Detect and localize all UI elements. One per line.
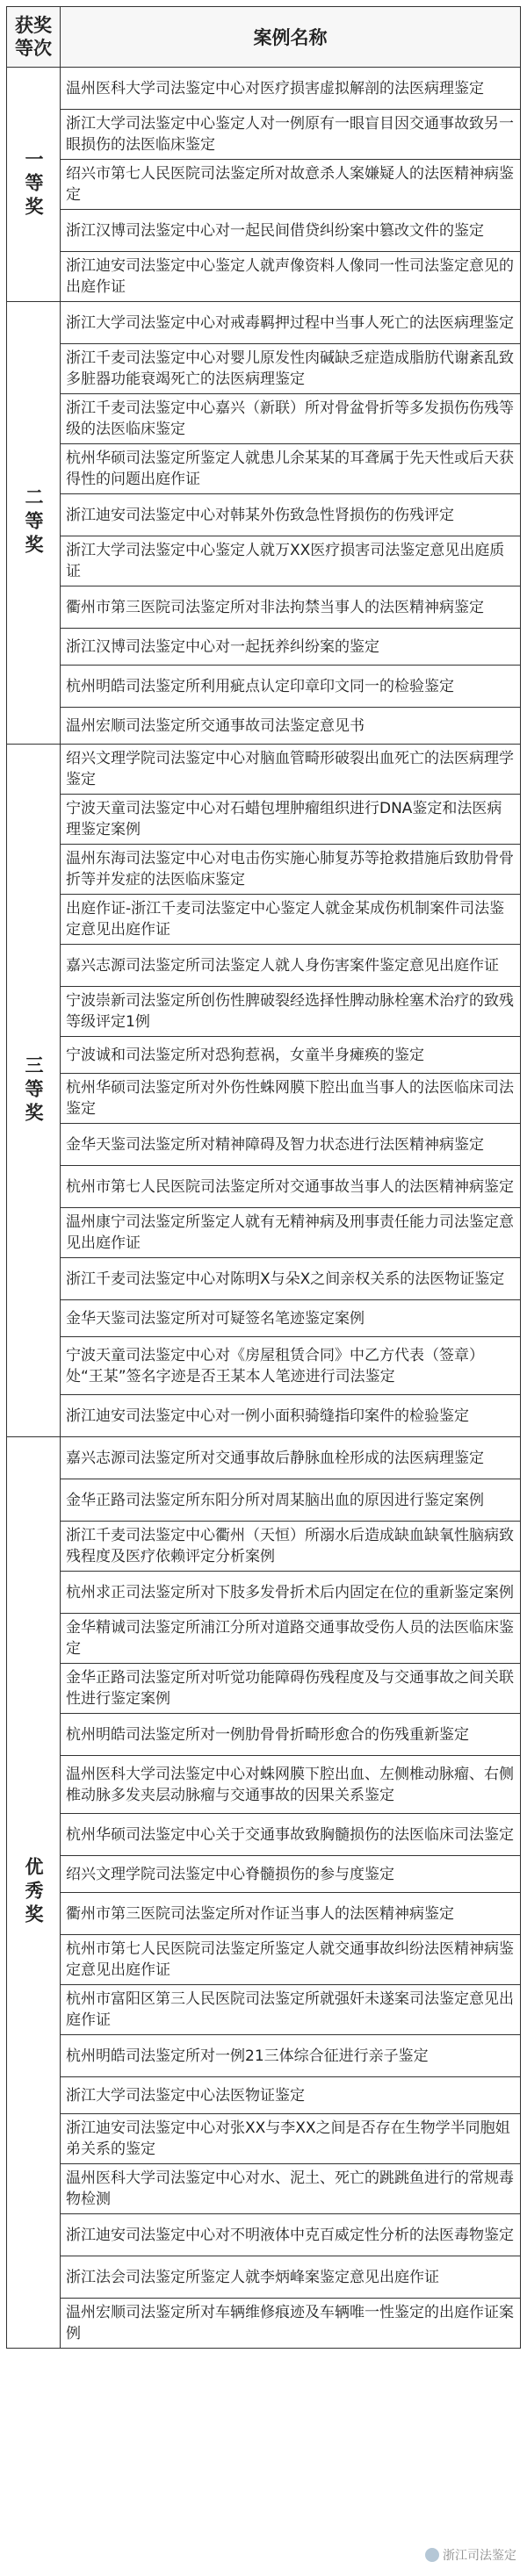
case-name-cell: 绍兴文理学院司法鉴定中心脊髓损伤的参与度鉴定 (61, 1856, 521, 1893)
case-name-cell: 杭州明皓司法鉴定所对一例肋骨骨折畸形愈合的伤残重新鉴定 (61, 1714, 521, 1756)
case-name-cell: 杭州市第七人民医院司法鉴定所对交通事故当事人的法医精神病鉴定 (61, 1166, 521, 1208)
table-row (7, 1664, 521, 1714)
case-name-cell: 宁波崇新司法鉴定所创伤性脾破裂经选择性脾动脉栓塞术治疗的致残等级评定1例 (61, 987, 521, 1037)
case-name-cell: 温州医科大学司法鉴定中心对蛛网膜下腔出血、左侧椎动脉瘤、右侧椎动脉多发夹层动脉瘤与交通事故的因果关系鉴定 (61, 1756, 521, 1814)
table-row (7, 394, 521, 444)
case-name-cell: 浙江大学司法鉴定中心对戒毒羁押过程中当事人死亡的法医病理鉴定 (61, 302, 521, 344)
table-row (7, 745, 521, 795)
case-name-cell: 衢州市第三医院司法鉴定所对作证当事人的法医精神病鉴定 (61, 1893, 521, 1935)
table-row (7, 160, 521, 210)
award-level-cell: 优秀奖 (7, 1437, 61, 2349)
case-name-cell: 金华正路司法鉴定所东阳分所对周某脑出血的原因进行鉴定案例 (61, 1479, 521, 1522)
table-row (7, 1814, 521, 1856)
case-name-cell: 浙江大学司法鉴定中心鉴定人对一例原有一眼盲目因交通事故致另一眼损伤的法医临床鉴定 (61, 110, 521, 160)
case-name-cell: 绍兴市第七人民医院司法鉴定所对故意杀人案嫌疑人的法医精神病鉴定 (61, 160, 521, 210)
case-name-cell: 浙江迪安司法鉴定中心对一例小面积骑缝指印案件的检验鉴定 (61, 1395, 521, 1437)
table-row (7, 1437, 521, 1479)
case-name-cell: 温州医科大学司法鉴定中心对医疗损害虚拟解剖的法医病理鉴定 (61, 68, 521, 110)
table-row (7, 252, 521, 302)
case-name-cell: 金华天鉴司法鉴定所对精神障碍及智力状态进行法医精神病鉴定 (61, 1124, 521, 1166)
case-name-cell: 嘉兴志源司法鉴定所对交通事故后静脉血栓形成的法医病理鉴定 (61, 1437, 521, 1479)
case-name-cell: 温州宏顺司法鉴定所对车辆维修痕迹及车辆唯一性鉴定的出庭作证案例 (61, 2299, 521, 2349)
table-row (7, 110, 521, 160)
case-name-cell: 浙江法会司法鉴定所鉴定人就李炳峰案鉴定意见出庭作证 (61, 2256, 521, 2299)
watermark (425, 2546, 516, 2564)
table-row (7, 1756, 521, 1814)
case-name-cell: 浙江大学司法鉴定中心鉴定人就万XX医疗损害司法鉴定意见出庭质证 (61, 536, 521, 586)
case-name-cell: 出庭作证-浙江千麦司法鉴定中心鉴定人就金某成伤机制案件司法鉴定意见出庭作证 (61, 895, 521, 945)
table-row (7, 1395, 521, 1437)
case-name-cell: 杭州华硕司法鉴定所鉴定人就患儿余某某的耳聋属于先天性或后天获得性的问题出庭作证 (61, 444, 521, 494)
table-row (7, 1258, 521, 1300)
table-row (7, 444, 521, 494)
table-row (7, 2035, 521, 2077)
case-name-cell: 浙江汉博司法鉴定中心对一起抚养纠纷案的鉴定 (61, 629, 521, 666)
case-name-cell: 金华正路司法鉴定所对听觉功能障碍伤残程度及与交通事故之间关联性进行鉴定案例 (61, 1664, 521, 1714)
case-name-cell: 宁波诚和司法鉴定所对恐狗惹祸，女童半身瘫痪的鉴定 (61, 1037, 521, 1074)
case-name-cell: 宁波天童司法鉴定中心对《房屋租赁合同》中乙方代表（签章）处“王某”签名字迹是否王某本人笔迹进行司法鉴定 (61, 1337, 521, 1395)
table-row (7, 1074, 521, 1124)
case-name-cell: 杭州市富阳区第三人民医院司法鉴定所就强奸未遂案司法鉴定意见出庭作证 (61, 1985, 521, 2035)
case-name-cell: 绍兴文理学院司法鉴定中心对脑血管畸形破裂出血死亡的法医病理学鉴定 (61, 745, 521, 795)
case-name-cell: 浙江千麦司法鉴定中心对陈明X与朵X之间亲权关系的法医物证鉴定 (61, 1258, 521, 1300)
table-row (7, 68, 521, 110)
table-row (7, 210, 521, 252)
case-name-cell: 杭州明皓司法鉴定所对一例21三体综合征进行亲子鉴定 (61, 2035, 521, 2077)
table-row (7, 494, 521, 536)
table-row (7, 1037, 521, 1074)
table-row (7, 2299, 521, 2349)
table-row (7, 2214, 521, 2256)
wechat-logo-icon (425, 2548, 439, 2562)
case-name-cell: 杭州华硕司法鉴定中心关于交通事故致胸髓损伤的法医临床司法鉴定 (61, 1814, 521, 1856)
table-row (7, 2077, 521, 2114)
table-row (7, 2256, 521, 2299)
case-name-cell: 温州医科大学司法鉴定中心对水、泥土、死亡的跳跳鱼进行的常规毒物检测 (61, 2164, 521, 2214)
watermark-text: 浙江司法鉴定 (443, 2549, 516, 2563)
header-case-name: 案例名称 (61, 7, 521, 68)
table-row (7, 344, 521, 394)
table-row (7, 1572, 521, 1614)
case-name-cell: 温州康宁司法鉴定所鉴定人就有无精神病及刑事责任能力司法鉴定意见出庭作证 (61, 1208, 521, 1258)
award-level-cell: 一等奖 (7, 68, 61, 302)
case-name-cell: 杭州求正司法鉴定所对下肢多发骨折术后内固定在位的重新鉴定案例 (61, 1572, 521, 1614)
table-row (7, 1300, 521, 1337)
table-row (7, 666, 521, 708)
table-row (7, 2114, 521, 2164)
table-row (7, 987, 521, 1037)
case-name-cell: 浙江汉博司法鉴定中心对一起民间借贷纠纷案中篡改文件的鉴定 (61, 210, 521, 252)
award-level-cell: 二等奖 (7, 302, 61, 745)
case-name-cell: 杭州华硕司法鉴定所对外伤性蛛网膜下腔出血当事人的法医临床司法鉴定 (61, 1074, 521, 1124)
case-name-cell: 金华精诚司法鉴定所浦江分所对道路交通事故受伤人员的法医临床鉴定 (61, 1614, 521, 1664)
table-row (7, 1614, 521, 1664)
case-name-cell: 宁波天童司法鉴定中心对石蜡包埋肿瘤组织进行DNA鉴定和法医病理鉴定案例 (61, 795, 521, 845)
header-row (7, 7, 521, 68)
case-name-cell: 浙江迪安司法鉴定中心对张XX与李XX之间是否存在生物学半同胞姐弟关系的鉴定 (61, 2114, 521, 2164)
case-name-cell: 浙江千麦司法鉴定中心对婴儿原发性肉碱缺乏症造成脂肪代谢紊乱致多脏器功能衰竭死亡的法医病理鉴定 (61, 344, 521, 394)
table-row (7, 1935, 521, 1985)
header-award-level: 获奖等次 (7, 7, 61, 68)
case-name-cell: 温州东海司法鉴定中心对电击伤实施心肺复苏等抢救措施后致肋骨骨折等并发症的法医临床鉴定 (61, 845, 521, 895)
case-name-cell: 浙江迪安司法鉴定中心鉴定人就声像资料人像同一性司法鉴定意见的出庭作证 (61, 252, 521, 302)
case-name-cell: 杭州明皓司法鉴定所利用疵点认定印章印文同一的检验鉴定 (61, 666, 521, 708)
table-row (7, 302, 521, 344)
case-name-cell: 衢州市第三医院司法鉴定所对非法拘禁当事人的法医精神病鉴定 (61, 586, 521, 629)
case-name-cell: 杭州市第七人民医院司法鉴定所鉴定人就交通事故纠纷法医精神病鉴定意见出庭作证 (61, 1935, 521, 1985)
table-row (7, 795, 521, 845)
case-name-cell: 金华天鉴司法鉴定所对可疑签名笔迹鉴定案例 (61, 1300, 521, 1337)
table-row (7, 1985, 521, 2035)
table-row (7, 2164, 521, 2214)
case-name-cell: 温州宏顺司法鉴定所交通事故司法鉴定意见书 (61, 708, 521, 745)
awards-table (6, 6, 521, 2349)
table-row (7, 536, 521, 586)
table-row (7, 586, 521, 629)
award-level-cell: 三等奖 (7, 745, 61, 1437)
table-row (7, 1522, 521, 1572)
table-row (7, 1124, 521, 1166)
table-row (7, 945, 521, 987)
case-name-cell: 浙江迪安司法鉴定中心对不明液体中克百威定性分析的法医毒物鉴定 (61, 2214, 521, 2256)
table-row (7, 1714, 521, 1756)
table-row (7, 629, 521, 666)
table-row (7, 1893, 521, 1935)
table-row (7, 1337, 521, 1395)
case-name-cell: 浙江大学司法鉴定中心法医物证鉴定 (61, 2077, 521, 2114)
table-row (7, 1166, 521, 1208)
table-row (7, 845, 521, 895)
table-row (7, 1856, 521, 1893)
table-row (7, 1208, 521, 1258)
table-row (7, 895, 521, 945)
case-name-cell: 浙江千麦司法鉴定中心衢州（天恒）所溺水后造成缺血缺氧性脑病致残程度及医疗依赖评定分析案例 (61, 1522, 521, 1572)
case-name-cell: 浙江迪安司法鉴定中心对韩某外伤致急性肾损伤的伤残评定 (61, 494, 521, 536)
table-row (7, 1479, 521, 1522)
case-name-cell: 嘉兴志源司法鉴定所司法鉴定人就人身伤害案件鉴定意见出庭作证 (61, 945, 521, 987)
table-row (7, 708, 521, 745)
case-name-cell: 浙江千麦司法鉴定中心嘉兴（新联）所对骨盆骨折等多发损伤伤残等级的法医临床鉴定 (61, 394, 521, 444)
